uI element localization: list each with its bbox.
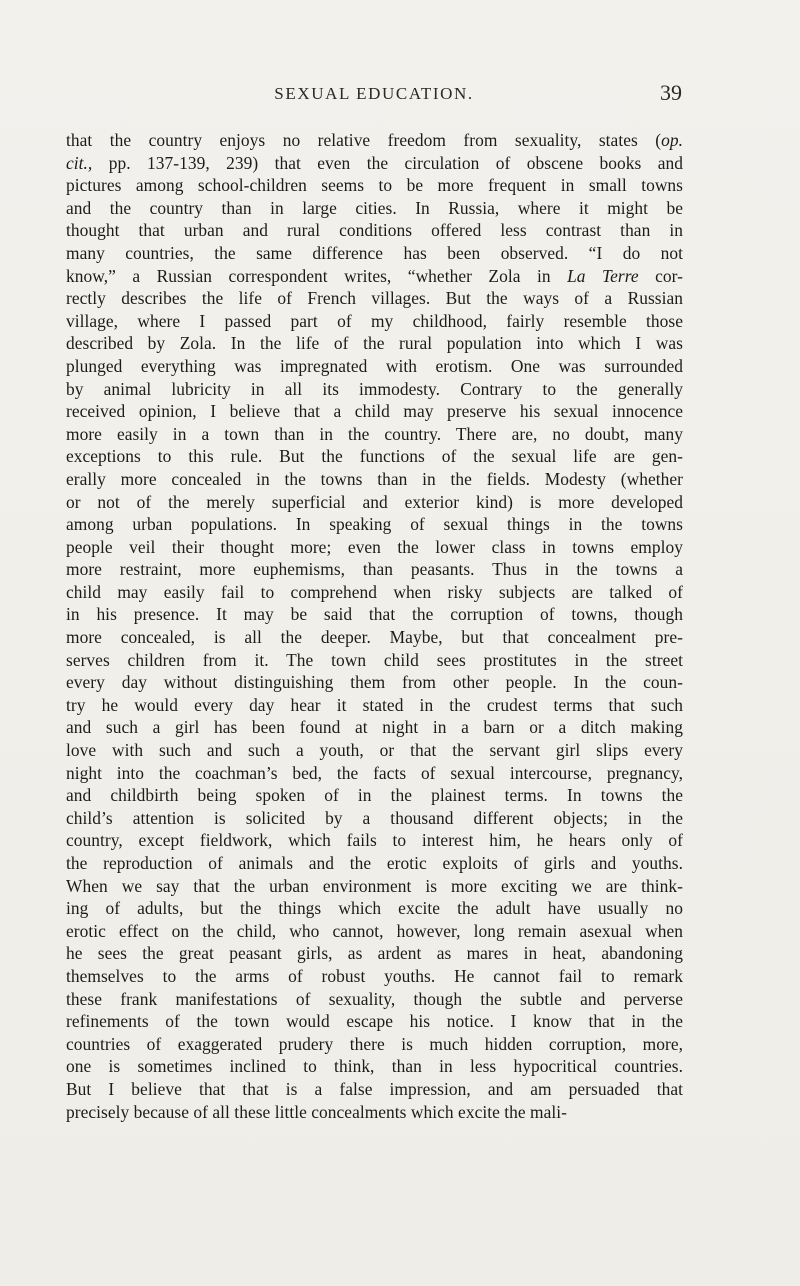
- text-line: erotic effect on the child, who cannot, however, long remain asexual when: [66, 920, 683, 941]
- italic-text: La Terre: [567, 265, 639, 286]
- text-line: know,” a Russian correspondent writes, “whether Zola in La Terre cor-: [66, 265, 683, 286]
- text-line: countries of exaggerated prudery there is much hidden corruption, more,: [66, 1033, 683, 1054]
- text-line: and such a girl has been found at night in a barn or a ditch making: [66, 717, 683, 738]
- running-title: SEXUAL EDUCATION.: [274, 84, 474, 103]
- page-number: 39: [660, 80, 682, 105]
- body-paragraph: [66, 129, 683, 1123]
- text-line: But I believe that that is a false impression, and am persuaded that: [66, 1078, 683, 1099]
- text-line: exceptions to this rule. But the functions of the sexual life are gen-: [66, 446, 683, 467]
- text-line: refinements of the town would escape his notice. I know that in the: [66, 1011, 683, 1032]
- text-line: by animal lubricity in all its immodesty. Contrary to the generally: [66, 378, 683, 399]
- text-line: country, except fieldwork, which fails to interest him, he hears only of: [66, 830, 683, 851]
- text-line: When we say that the urban environment is more exciting we are think-: [66, 875, 683, 896]
- text-line: and the country than in large cities. In Russia, where it might be: [66, 197, 683, 218]
- text-line: child’s attention is solicited by a thousand different objects; in the: [66, 807, 683, 828]
- text-line: love with such and such a youth, or that the servant girl slips every: [66, 740, 683, 761]
- text-line: he sees the great peasant girls, as ardent as mares in heat, abandoning: [66, 943, 683, 964]
- text-line: described by Zola. In the life of the rural population into which I was: [66, 333, 683, 354]
- text-line: child may easily fail to comprehend when risky subjects are talked of: [66, 581, 683, 602]
- text-line: one is sometimes inclined to think, than in less hypocritical countries.: [66, 1056, 683, 1077]
- text-line: or not of the merely superficial and exterior kind) is more developed: [66, 491, 683, 512]
- text-line: more restraint, more euphemisms, than peasants. Thus in the towns a: [66, 559, 683, 580]
- text-line: erally more concealed in the towns than in the fields. Modesty (whether: [66, 468, 683, 489]
- text-line: rectly describes the life of French villages. But the ways of a Russian: [66, 288, 683, 309]
- text-line: serves children from it. The town child sees prostitutes in the street: [66, 649, 683, 670]
- text-line: more concealed, is all the deeper. Maybe, but that concealment pre-: [66, 627, 683, 648]
- text-line: thought that urban and rural conditions offered less contrast than in: [66, 220, 683, 241]
- text-line: received opinion, I believe that a child may preserve his sexual innocence: [66, 401, 683, 422]
- text-line: that the country enjoys no relative freedom from sexuality, states (op.: [66, 130, 683, 150]
- text-line: village, where I passed part of my childhood, fairly resemble those: [66, 310, 683, 331]
- italic-text: op.: [661, 130, 683, 150]
- text-line: night into the coachman’s bed, the facts of sexual intercourse, pregnancy,: [66, 762, 683, 783]
- text-line: many countries, the same difference has been observed. “I do not: [66, 242, 683, 263]
- text-line: pictures among school-children seems to be more frequent in small towns: [66, 175, 683, 196]
- text-line: cit., pp. 137-139, 239) that even the circulation of obscene books and: [66, 152, 683, 173]
- text-line: in his presence. It may be said that the corruption of towns, though: [66, 604, 683, 625]
- text-line: themselves to the arms of robust youths. He cannot fail to remark: [66, 965, 683, 986]
- text-line: every day without distinguishing them from other people. In the coun-: [66, 672, 683, 693]
- text-line: the reproduction of animals and the erotic exploits of girls and youths.: [66, 853, 683, 873]
- italic-text: cit.,: [66, 152, 93, 173]
- text-line: people veil their thought more; even the lower class in towns employ: [66, 536, 683, 557]
- text-line: plunged everything was impregnated with erotism. One was surrounded: [66, 355, 683, 376]
- text-line: and childbirth being spoken of in the plainest terms. In towns the: [66, 785, 683, 806]
- text-line: precisely because of all these little concealments which excite the mali-: [66, 1101, 568, 1122]
- text-line: among urban populations. In speaking of sexual things in the towns: [66, 514, 683, 535]
- text-line: more easily in a town than in the country. There are, no doubt, many: [66, 423, 683, 444]
- running-head: [66, 80, 682, 110]
- text-line: ing of adults, but the things which excite the adult have usually no: [66, 898, 683, 919]
- text-line: try he would every day hear it stated in the crudest terms that such: [66, 694, 683, 715]
- text-line: these frank manifestations of sexuality, though the subtle and perverse: [66, 988, 683, 1009]
